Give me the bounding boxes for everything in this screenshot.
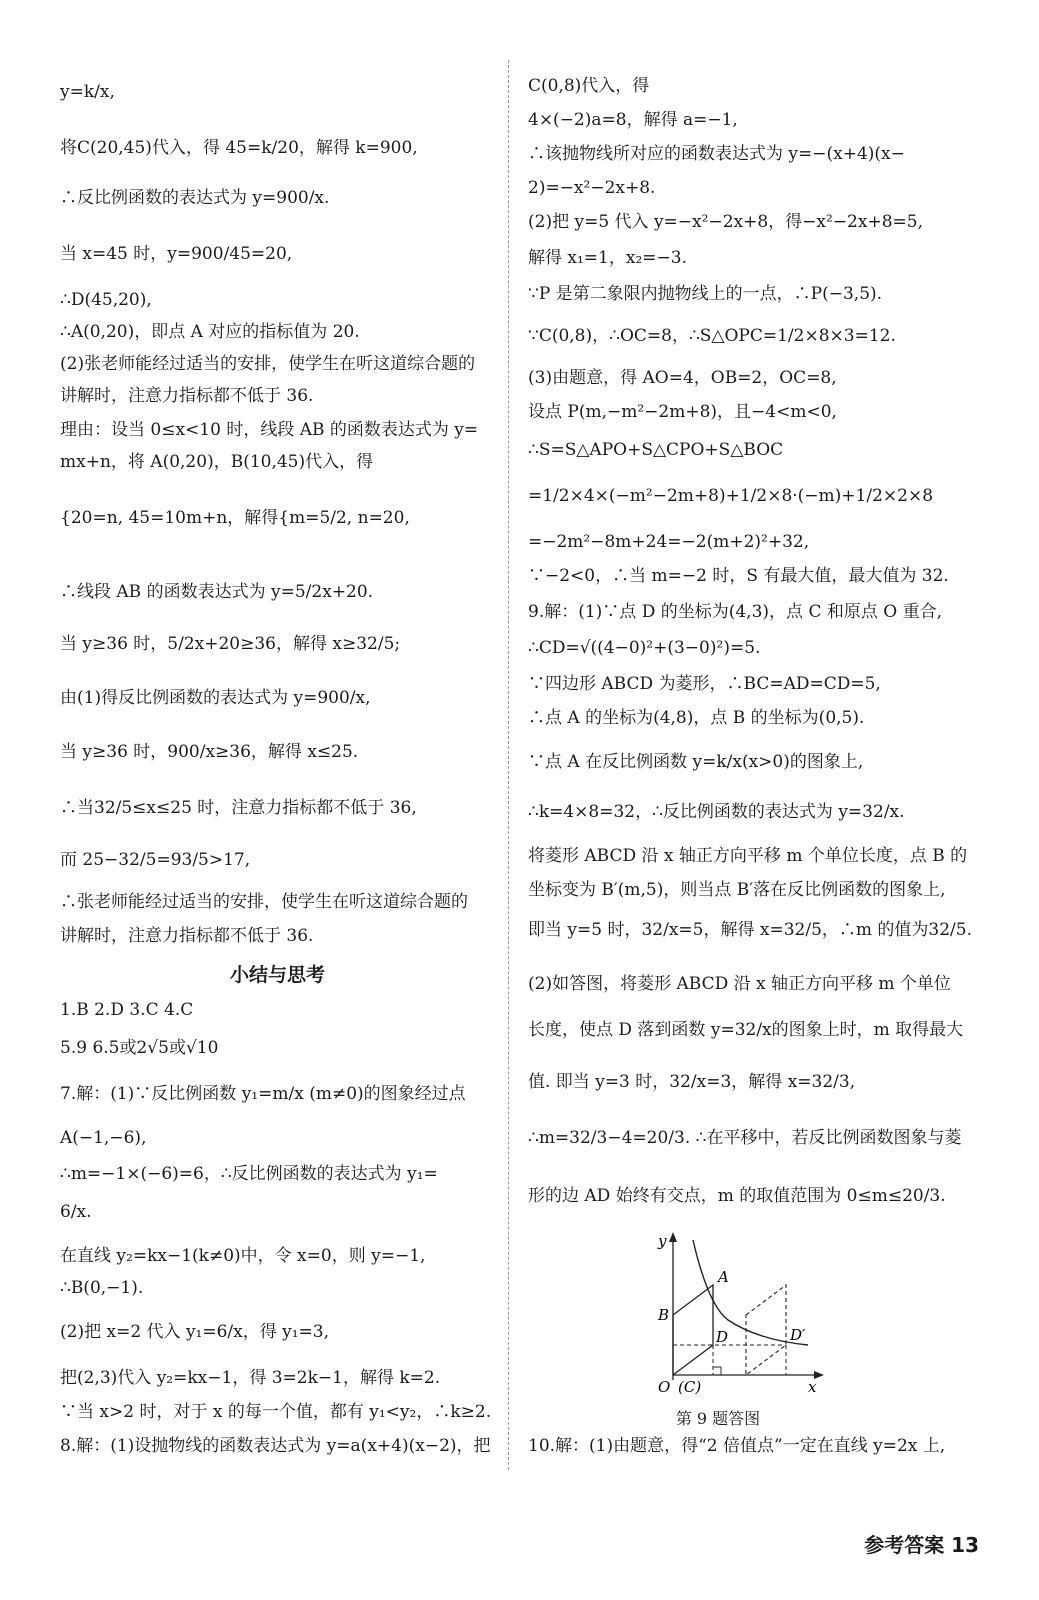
label-o: O	[658, 1378, 671, 1396]
text-line: ∴线段 AB 的函数表达式为 y=5/2x+20.	[60, 582, 374, 602]
answer-line: ∴m=−1×(−6)=6，∴反比例函数的表达式为 y₁=	[60, 1164, 438, 1184]
page-footer: 参考答案 13	[864, 1533, 979, 1557]
label-d: D	[716, 1328, 729, 1346]
answer-line: (2)把 x=2 代入 y₁=6/x，得 y₁=3,	[60, 1322, 330, 1342]
text-line: 将菱形 ABCD 沿 x 轴正方向平移 m 个单位长度，点 B 的	[528, 846, 968, 866]
label-y: y	[658, 1232, 667, 1250]
text-line: ∴D(45,20),	[60, 290, 152, 310]
text-line: ∵四边形 ABCD 为菱形，∴BC=AD=CD=5,	[528, 674, 881, 694]
text-line: =1/2×4×(−m²−2m+8)+1/2×8·(−m)+1/2×2×8	[528, 486, 934, 506]
text-line: 长度，使点 D 落到函数 y=32/x的图象上时，m 取得最大	[528, 1020, 964, 1040]
text-line: 将C(20,45)代入，得 45=k/20，解得 k=900,	[60, 138, 418, 158]
text-line: ∵C(0,8)，∴OC=8，∴S△OPC=1/2×8×3=12.	[528, 326, 896, 346]
text-line: ∴张老师能经过适当的安排，使学生在听这道综合题的	[60, 892, 468, 912]
text-line: ∴A(0,20)，即点 A 对应的指标值为 20.	[60, 322, 360, 342]
text-line: (2)如答图，将菱形 ABCD 沿 x 轴正方向平移 m 个单位	[528, 974, 951, 994]
label-c: (C)	[678, 1378, 702, 1396]
text-line: 2)=−x²−2x+8.	[528, 178, 656, 198]
text-line: =−2m²−8m+24=−2(m+2)²+32,	[528, 532, 810, 552]
text-line: 9.解：(1)∵点 D 的坐标为(4,3)，点 C 和原点 O 重合,	[528, 602, 943, 622]
text-line: 而 25−32/5=93/5>17,	[60, 850, 251, 870]
label-d-prime: D′	[790, 1326, 806, 1344]
text-line: 讲解时，注意力指标都不低于 36.	[60, 386, 314, 406]
y-axis-arrow	[669, 1232, 677, 1242]
label-x: x	[808, 1378, 817, 1396]
text-line: mx+n，将 A(0,20)，B(10,45)代入，得	[60, 452, 374, 472]
rhombus-translated	[746, 1285, 786, 1375]
answer-line: ∴B(0,−1).	[60, 1278, 144, 1298]
figure-caption: 第 9 题答图	[675, 1409, 761, 1428]
answer-line: 在直线 y₂=kx−1(k≠0)中，令 x=0，则 y=−1,	[60, 1246, 426, 1266]
figure-9	[618, 1230, 828, 1428]
answer-line: 8.解：(1)设抛物线的函数表达式为 y=a(x+4)(x−2)，把	[60, 1436, 491, 1456]
answer-line: 6/x.	[60, 1202, 92, 1222]
text-line: (2)张老师能经过适当的安排，使学生在听这道综合题的	[60, 354, 476, 374]
text-line: 坐标变为 B′(m,5)，则当点 B′落在反比例函数的图象上,	[528, 880, 946, 900]
text-line: 当 y≥36 时，5/2x+20≥36，解得 x≥32/5;	[60, 634, 401, 654]
text-line: 设点 P(m,−m²−2m+8)，且−4<m<0,	[528, 402, 837, 422]
rhombus-abcd	[673, 1285, 713, 1375]
text-line: ∴该抛物线所对应的函数表达式为 y=−(x+4)(x−	[528, 144, 905, 164]
column-divider	[508, 60, 509, 1470]
text-line: ∵−2<0，∴当 m=−2 时，S 有最大值，最大值为 32.	[528, 566, 949, 586]
text-line: ∴反比例函数的表达式为 y=900/x.	[60, 188, 330, 208]
text-line: y=k/x,	[60, 82, 115, 102]
text-line: 当 x=45 时，y=900/45=20,	[60, 244, 293, 264]
text-line: 值. 即当 y=3 时，32/x=3，解得 x=32/3,	[528, 1072, 856, 1092]
text-line: 形的边 AD 始终有交点，m 的取值范围为 0≤m≤20/3.	[528, 1186, 946, 1206]
text-line: {20=n, 45=10m+n，解得{m=5/2, n=20,	[60, 508, 410, 528]
label-b: B	[658, 1306, 670, 1324]
text-line: 4×(−2)a=8，解得 a=−1,	[528, 110, 738, 130]
answer-line: 把(2,3)代入 y₂=kx−1，得 3=2k−1，解得 k=2.	[60, 1368, 441, 1388]
text-line: 当 y≥36 时，900/x≥36，解得 x≤25.	[60, 742, 359, 762]
text-line: C(0,8)代入，得	[528, 76, 650, 96]
text-line: ∴S=S△APO+S△CPO+S△BOC	[528, 440, 784, 460]
text-line: (3)由题意，得 AO=4，OB=2，OC=8,	[528, 368, 837, 388]
answer-line: 7.解：(1)∵反比例函数 y₁=m/x (m≠0)的图象经过点	[60, 1084, 466, 1104]
text-line: ∴m=32/3−4=20/3. ∴在平移中，若反比例函数图象与菱	[528, 1128, 962, 1148]
text-line: 理由：设当 0≤x<10 时，线段 AB 的函数表达式为 y=	[60, 420, 479, 440]
text-line: 解得 x₁=1，x₂=−3.	[528, 248, 687, 268]
text-line: ∴当32/5≤x≤25 时，注意力指标都不低于 36,	[60, 798, 417, 818]
answer-line: ∵当 x>2 时，对于 x 的每一个值，都有 y₁<y₂，∴k≥2.	[60, 1402, 492, 1422]
label-a: A	[718, 1268, 729, 1286]
text-line: ∴点 A 的坐标为(4,8)，点 B 的坐标为(0,5).	[528, 708, 865, 728]
text-line: ∵点 A 在反比例函数 y=k/x(x>0)的图象上,	[528, 752, 864, 772]
answer-line: 1.B 2.D 3.C 4.C	[60, 1000, 194, 1020]
answer-line: A(−1,−6),	[60, 1128, 147, 1148]
text-line: ∴CD=√((4−0)²+(3−0)²)=5.	[528, 638, 761, 658]
answer-line: 5.9 6.5或2√5或√10	[60, 1038, 219, 1058]
right-angle-mark	[713, 1367, 721, 1375]
section-title: 小结与思考	[229, 964, 325, 986]
figure-9-diagram	[618, 1230, 828, 1400]
text-line: ∵P 是第二象限内抛物线上的一点，∴P(−3,5).	[528, 284, 883, 304]
text-line: 10.解：(1)由题意，得“2 倍值点”一定在直线 y=2x 上,	[528, 1436, 946, 1456]
text-line: ∴k=4×8=32，∴反比例函数的表达式为 y=32/x.	[528, 802, 905, 822]
text-line: (2)把 y=5 代入 y=−x²−2x+8，得−x²−2x+8=5,	[528, 212, 923, 232]
text-line: 讲解时，注意力指标都不低于 36.	[60, 926, 314, 946]
text-line: 即当 y=5 时，32/x=5，解得 x=32/5，∴m 的值为32/5.	[528, 920, 972, 940]
text-line: 由(1)得反比例函数的表达式为 y=900/x,	[60, 688, 371, 708]
